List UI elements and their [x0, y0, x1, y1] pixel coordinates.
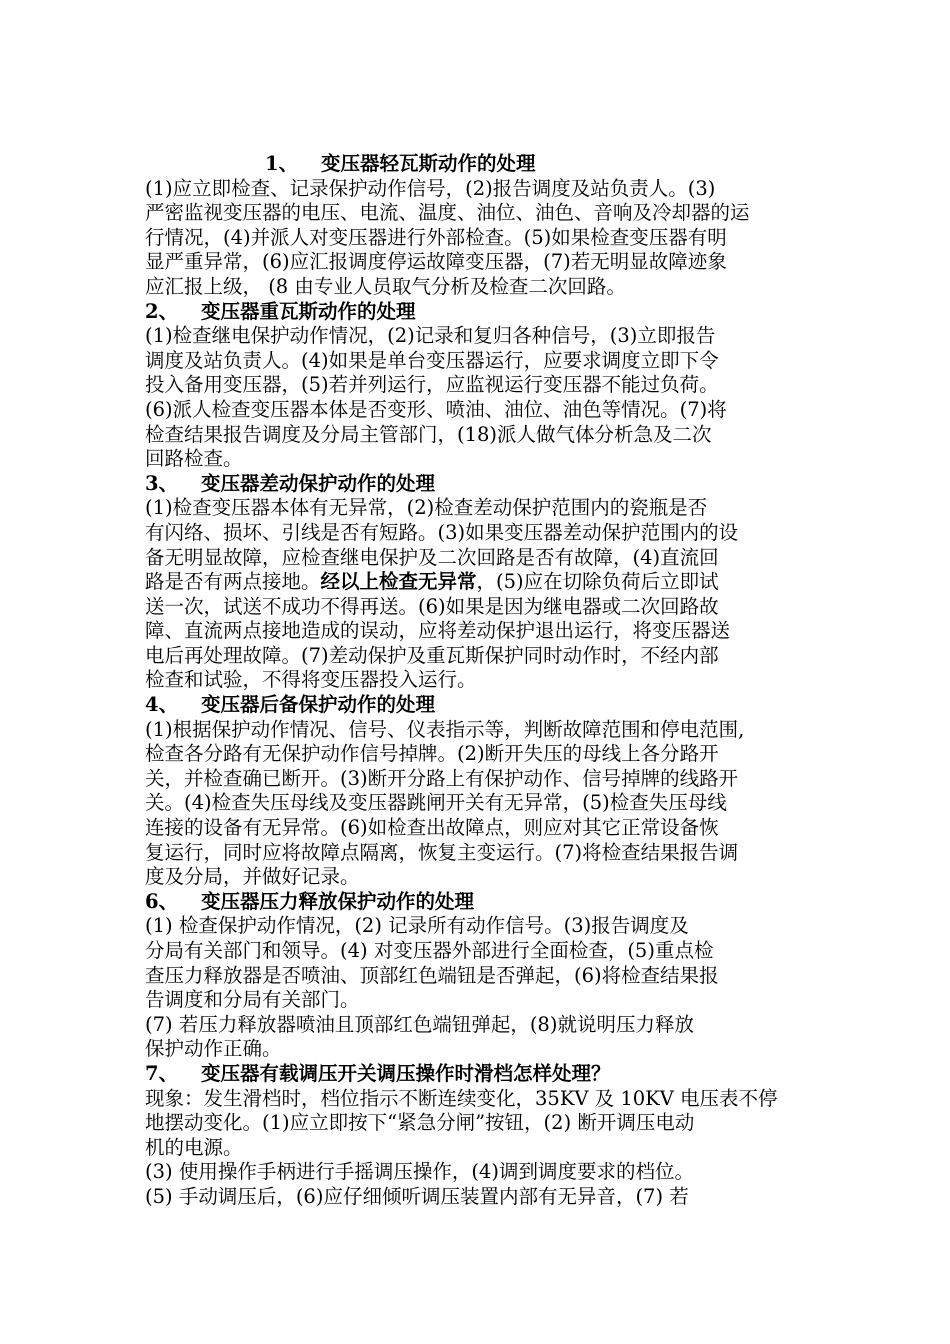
body-line: 关，并检查确已断开。(3)断开分路上有保护动作、信号掉牌的线路开 [145, 766, 739, 790]
body-line: 度及分局，并做好记录。 [145, 865, 360, 889]
section-heading-7 [145, 1062, 810, 1087]
section-number: 1、 [265, 152, 299, 175]
body-line-mixed [145, 570, 810, 595]
body-line: 机的电源。 [145, 1135, 243, 1159]
body-line: 投入备用变压器，(5)若并列运行，应监视运行变压器不能过负荷。 [145, 373, 719, 397]
body-line: (1) 检查保护动作情况，(2) 记录所有动作信号。(3)报告调度及 [145, 914, 689, 938]
section-heading-2 [145, 300, 810, 325]
body-text: ，(5)应在切除负荷后立即试 [476, 570, 719, 594]
body-line: 检查和试验，不得将变压器投入运行。 [145, 668, 477, 692]
body-line: 关。(4)检查失压母线及变压器跳闸开关有无异常，(5)检查失压母线 [145, 791, 727, 815]
body-line: 分局有关部门和领导。(4) 对变压器外部进行全面检查，(5)重点检 [145, 939, 714, 962]
body-line: 连接的设备有无异常。(6)如检查出故障点，则应对其它正常设备恢 [145, 816, 719, 840]
body-line: 回路检查。 [145, 447, 243, 471]
section-title: 变压器差动保护动作的处理 [201, 471, 436, 495]
body-line: 严密监视变压器的电压、电流、温度、油位、油色、音响及冷却器的运 [145, 201, 750, 225]
body-line: 应汇报上级， (8 由专业人员取气分析及检查二次回路。 [145, 274, 626, 298]
body-line: (7) 若压力释放器喷油且顶部红色端钮弹起，(8)就说明压力释放 [145, 1012, 694, 1036]
body-line: 显严重异常，(6)应汇报调度停运故障变压器，(7)若无明显故障迹象 [145, 250, 727, 274]
body-line: 电后再处理故障。(7)差动保护及重瓦斯保护同时动作时，不经内部 [145, 643, 719, 667]
body-line: (1)根据保护动作情况、信号、仪表指示等，判断故障范围和停电范围, [145, 717, 745, 741]
body-line: (1)检查继电保护动作情况，(2)记录和复归各种信号，(3)立即报告 [145, 324, 716, 348]
body-line: (5) 手动调压后，(6)应仔细倾听调压装置内部有无异音，(7) 若 [145, 1184, 689, 1208]
body-line: 地摆动变化。(1)应立即按下“紧急分闸”按钮，(2) 断开调压电动 [145, 1111, 695, 1135]
section-number: 7、 [145, 1061, 179, 1085]
section-heading-3 [145, 472, 810, 497]
section-heading-1 [145, 152, 810, 177]
body-line: 查压力释放器是否喷油、顶部红色端钮是否弹起，(6)将检查结果报 [145, 963, 719, 987]
body-line: (1)应立即检查、记录保护动作信号，(2)报告调度及站负责人。(3) [145, 176, 716, 200]
section-number: 4、 [145, 693, 179, 717]
body-line: 复运行，同时应将故障点隔离，恢复主变运行。(7)将检查结果报告调 [145, 840, 739, 864]
body-line: 现象：发生滑档时，档位指示不断连续变化，35KV 及 10KV 电压表不停 [145, 1086, 778, 1110]
body-line: 保护动作正确。 [145, 1037, 282, 1061]
body-line: 送一次，试送不成功不得再送。(6)如果是因为继电器或二次回路故 [145, 594, 719, 618]
body-line: 检查结果报告调度及分局主管部门，(18)派人做气体分析急及二次 [145, 422, 712, 446]
section-number: 6、 [145, 889, 179, 913]
body-line: 有闪络、损坏、引线是否有短路。(3)如果变压器差动保护范围内的设 [145, 520, 739, 544]
section-number: 2、 [145, 299, 179, 323]
body-line: 检查各分路有无保护动作信号掉牌。(2)断开失压的母线上各分路开 [145, 742, 719, 766]
section-title: 变压器有载调压开关调压操作时滑档怎样处理？ [201, 1061, 611, 1085]
document-page [145, 152, 810, 1210]
section-heading-6 [145, 890, 810, 915]
section-heading-4 [145, 693, 810, 718]
body-line: (1)检查变压器本体有无异常，(2)检查差动保护范围内的瓷瓶是否 [145, 496, 708, 520]
section-number: 3、 [145, 471, 179, 495]
bold-phrase: 经以上检查无异常 [320, 570, 477, 594]
body-line: 告调度和分局有关部门。 [145, 988, 360, 1012]
body-line: 调度及站负责人。(4)如果是单台变压器运行，应要求调度立即下令 [145, 348, 719, 372]
body-text: 路是否有两点接地。 [145, 570, 321, 594]
body-line: 障、直流两点接地造成的误动，应将差动保护退出运行，将变压器送 [145, 619, 731, 643]
section-title: 变压器后备保护动作的处理 [201, 693, 436, 717]
body-line: (6)派人检查变压器本体是否变形、喷油、油位、油色等情况。(7)将 [145, 397, 727, 421]
body-line: 行情况，(4)并派人对变压器进行外部检查。(5)如果检查变压器有明 [145, 225, 727, 249]
section-title: 变压器轻瓦斯动作的处理 [321, 152, 536, 175]
section-title: 变压器重瓦斯动作的处理 [201, 299, 416, 323]
body-line: (3) 使用操作手柄进行手摇调压操作，(4)调到调度要求的档位。 [145, 1160, 694, 1184]
body-line: 备无明显故障，应检查继电保护及二次回路是否有故障，(4)直流回 [145, 545, 719, 569]
section-title: 变压器压力释放保护动作的处理 [201, 889, 475, 913]
